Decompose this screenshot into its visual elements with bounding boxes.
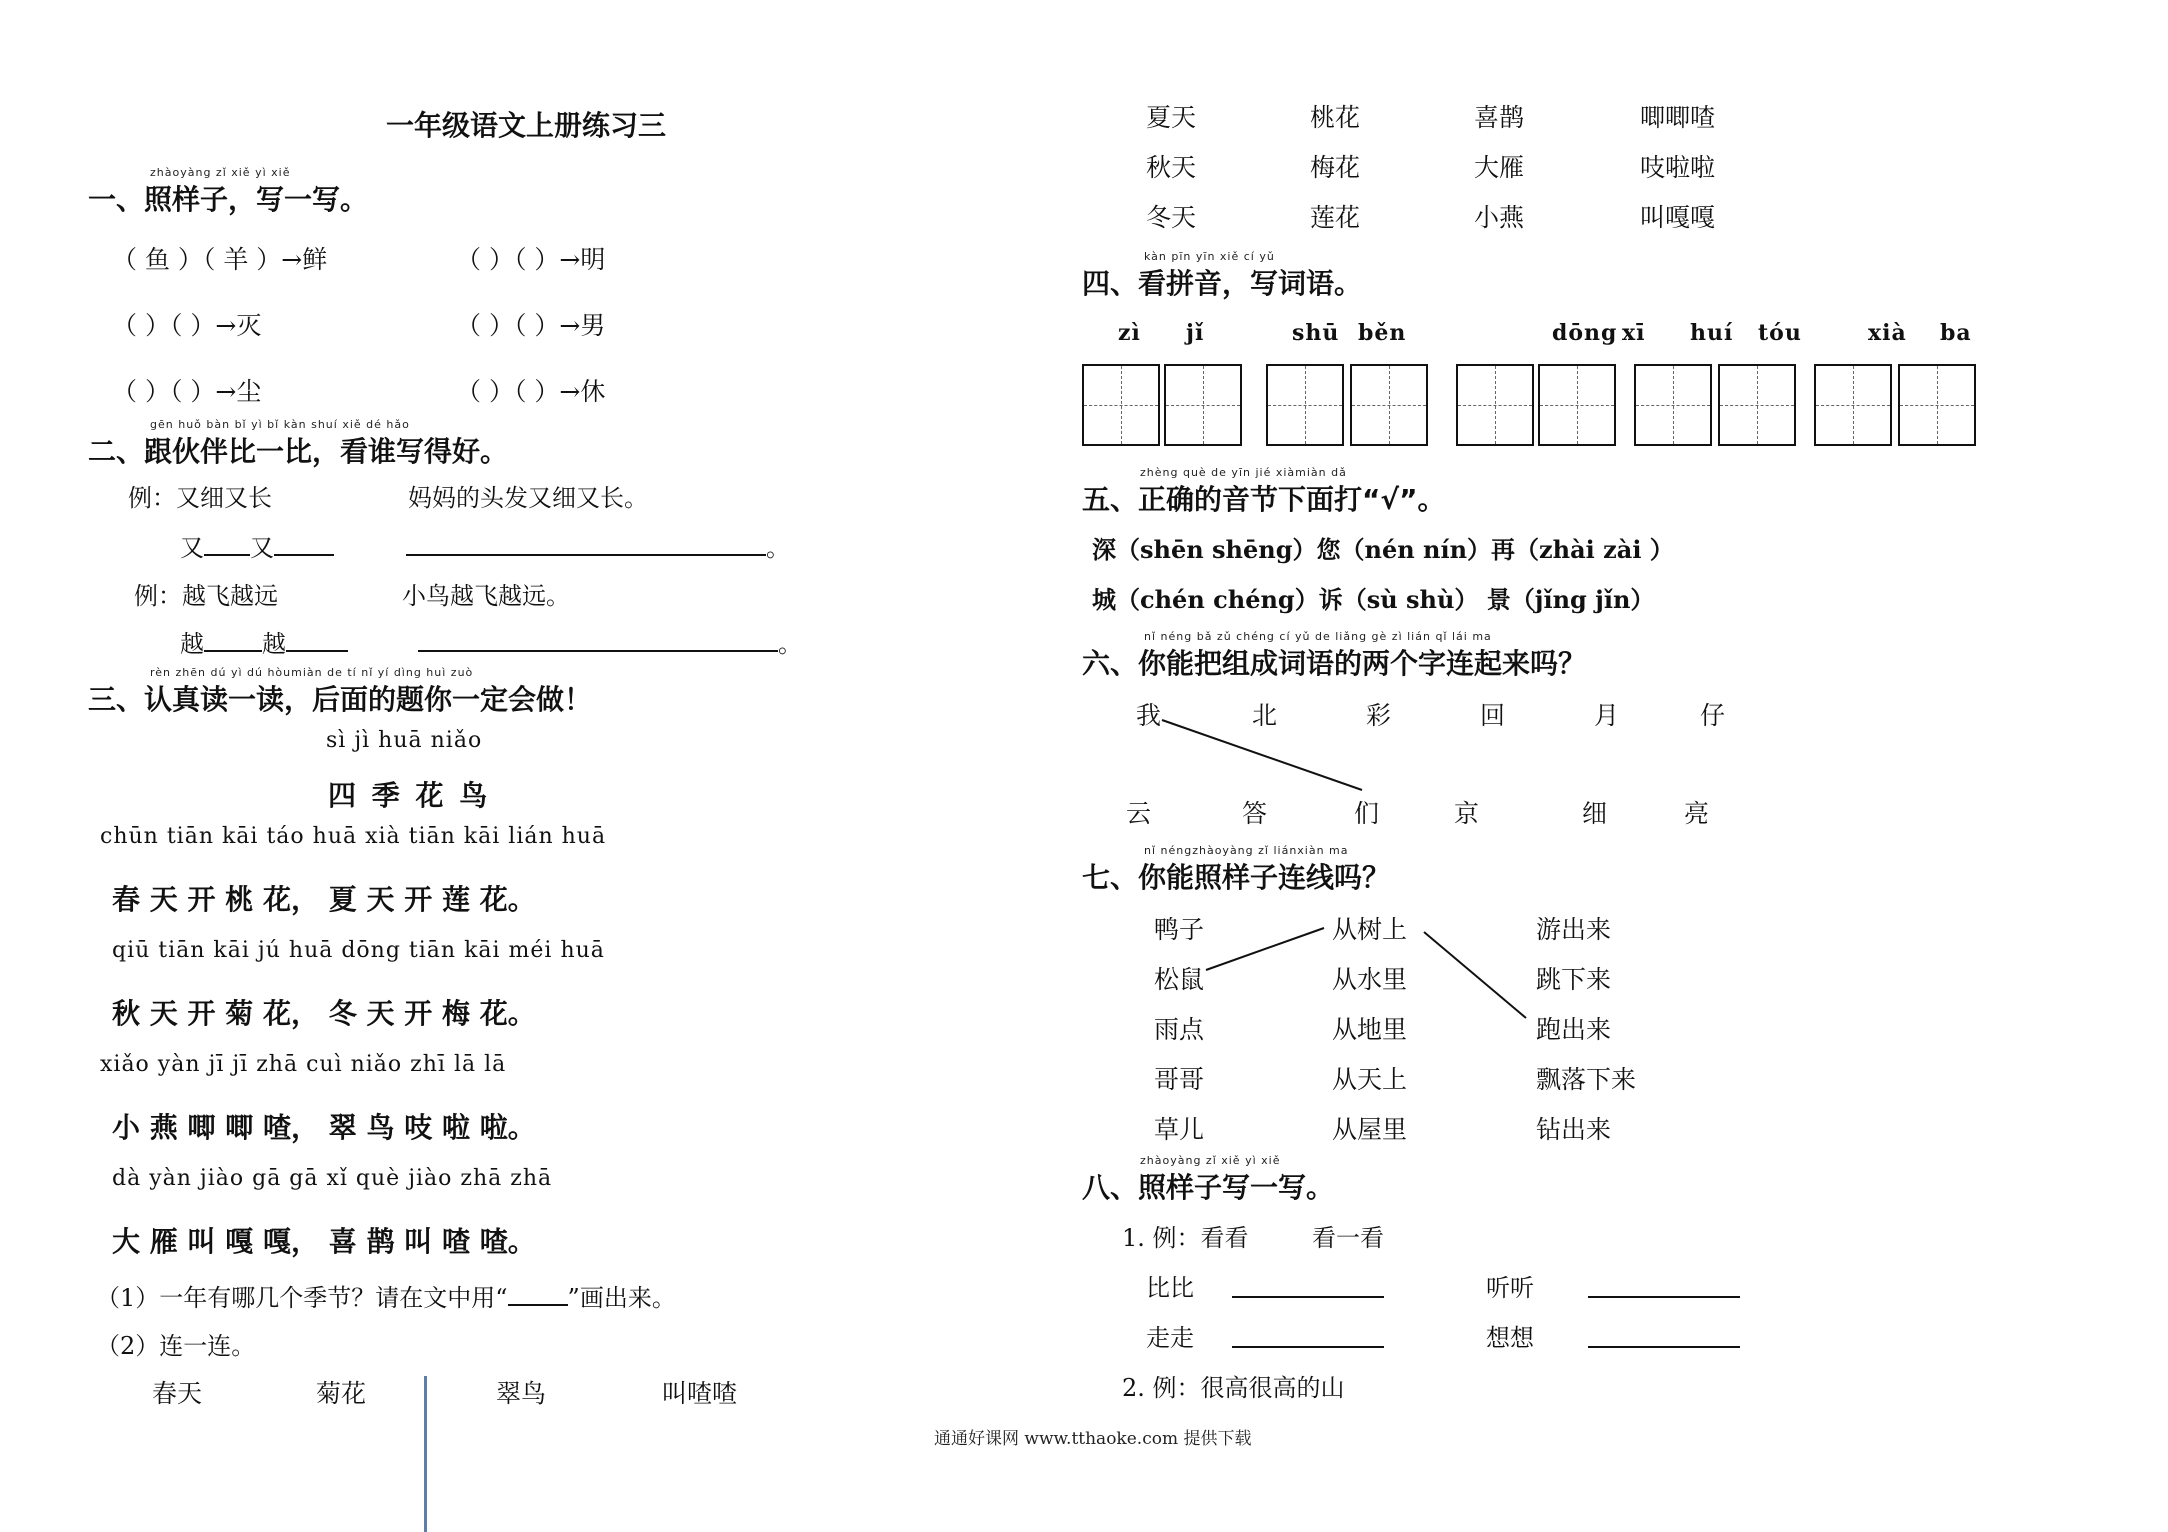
sec4-heading: 四、看拼音，写词语。 — [1082, 267, 1363, 300]
sec1-row3-left: （ ）（ ）→尘 — [112, 377, 262, 406]
sec7-example-line-2 — [1424, 932, 1526, 1018]
sec6-bottom-char-2[interactable]: 答 — [1242, 799, 1268, 828]
sec8-item-tingting: 听听 — [1486, 1274, 1534, 1302]
match-wild-goose[interactable]: 大雁 — [1474, 153, 1525, 182]
sec7-example-line-1 — [1206, 928, 1324, 970]
match-summer[interactable]: 夏天 — [1146, 103, 1197, 132]
poem-line3-pinyin: xiǎo yàn jī jī zhā cuì niǎo zhī lā lā — [100, 1052, 507, 1077]
sec3-question2: （2）连一连。 — [96, 1332, 256, 1360]
poem-title-pinyin: sì jì huā niǎo — [326, 728, 483, 753]
sec6-example-line — [1162, 720, 1362, 790]
sec1-row2-left: （ ）（ ）→灭 — [112, 311, 262, 340]
sec6-top-char-6[interactable]: 仔 — [1700, 701, 1726, 730]
sec7-subject-4[interactable]: 哥哥 — [1154, 1065, 1205, 1094]
sec7-subject-5[interactable]: 草儿 — [1154, 1115, 1205, 1144]
sec8-blank-zouzou[interactable] — [1232, 1346, 1384, 1348]
sec7-action-2[interactable]: 跳下来 — [1536, 965, 1612, 994]
sec7-subject-1[interactable]: 鸭子 — [1154, 915, 1205, 944]
sec8-example1-answer: 看一看 — [1312, 1224, 1384, 1252]
sec6-bottom-char-3[interactable]: 们 — [1354, 799, 1380, 828]
word5-pinyin-2: ba — [1940, 320, 1972, 346]
sec5-line2[interactable]: 城（chén chéng）诉（sù shù） 景（jǐng jǐn） — [1092, 585, 1655, 614]
sec7-action-1[interactable]: 游出来 — [1536, 915, 1612, 944]
word4-pinyin-2: tóu — [1758, 320, 1802, 346]
sec2-example2-sentence: 小鸟越飞越远。 — [402, 582, 570, 610]
sec5-heading: 五、正确的音节下面打“√”。 — [1082, 483, 1446, 516]
sec7-place-1[interactable]: 从树上 — [1332, 915, 1408, 944]
sec2-fill1-period: 。 — [766, 534, 790, 562]
match-chrysanthemum[interactable]: 菊花 — [316, 1379, 367, 1408]
sec7-place-4[interactable]: 从天上 — [1332, 1065, 1408, 1094]
sec6-bottom-char-6[interactable]: 亮 — [1684, 799, 1710, 828]
sec7-place-3[interactable]: 从地里 — [1332, 1015, 1408, 1044]
sec6-top-char-1[interactable]: 我 — [1136, 701, 1162, 730]
sec6-top-char-2[interactable]: 北 — [1252, 701, 1278, 730]
sec2-example1-word: 例：又细又长 — [128, 484, 272, 512]
word4-pinyin-1: huí — [1690, 320, 1734, 346]
sec7-subject-3[interactable]: 雨点 — [1154, 1015, 1205, 1044]
sec6-top-char-3[interactable]: 彩 — [1366, 701, 1392, 730]
sec8-item-xiangxiang: 想想 — [1486, 1324, 1534, 1352]
sec7-action-5[interactable]: 钻出来 — [1536, 1115, 1612, 1144]
match-kingfisher[interactable]: 翠鸟 — [496, 1379, 547, 1408]
footer-credit: 通通好课网 www.tthaoke.com 提供下载 — [934, 1429, 1252, 1449]
sec6-heading: 六、你能把组成词语的两个字连起来吗？ — [1082, 647, 1587, 680]
sec4-pinyin: kàn pīn yīn xiě cí yǔ — [1144, 250, 1275, 263]
word5-pinyin-1: xià — [1868, 320, 1907, 346]
sec8-heading: 八、照样子写一写。 — [1082, 1171, 1335, 1204]
match-plum-blossom[interactable]: 梅花 — [1310, 153, 1361, 182]
sec1-row3-right: （ ）（ ）→休 — [456, 377, 606, 406]
sec7-subject-2[interactable]: 松鼠 — [1154, 965, 1205, 994]
sec1-pinyin: zhàoyàng zǐ xiě yì xiě — [150, 166, 291, 179]
poem-line4-hanzi: 大 雁 叫 嘎 嘎， 喜 鹊 叫 喳 喳。 — [112, 1225, 536, 1258]
sec5-pinyin: zhèng què de yīn jié xiàmiàn dǎ — [1140, 466, 1347, 479]
sec8-blank-bibi[interactable] — [1232, 1296, 1384, 1298]
word3-pinyin-2: xī — [1622, 320, 1646, 346]
sec3-question1-end: ”画出来。 — [567, 1284, 676, 1312]
sec8-blank-xiangxiang[interactable] — [1588, 1346, 1740, 1348]
sec7-action-4[interactable]: 飘落下来 — [1536, 1065, 1637, 1094]
sec2-fill2-char-a: 越 — [180, 630, 204, 658]
poem-line2-pinyin: qiū tiān kāi jú huā dōng tiān kāi méi huā — [112, 938, 605, 963]
word2-pinyin-2: běn — [1358, 320, 1407, 346]
sec8-item-zouzou: 走走 — [1146, 1324, 1194, 1352]
sec6-bottom-char-4[interactable]: 京 — [1454, 799, 1480, 828]
match-winter[interactable]: 冬天 — [1146, 203, 1197, 232]
sec8-pinyin: zhàoyàng zǐ xiě yì xiě — [1140, 1154, 1281, 1167]
sec3-question1-text: （1）一年有哪几个季节？请在文中用“ — [96, 1284, 508, 1312]
match-magpie[interactable]: 喜鹊 — [1474, 103, 1525, 132]
sec1-row1-right: （ ）（ ）→明 — [456, 245, 606, 274]
match-zhilala[interactable]: 吱啦啦 — [1640, 153, 1716, 182]
sec2-fill1-char-a: 又 — [180, 534, 204, 562]
match-jiaozhazha[interactable]: 叫喳喳 — [662, 1379, 738, 1408]
sec3-pinyin: rèn zhēn dú yì dú hòumiàn de tí nǐ yí dìng huì zuò — [150, 666, 474, 679]
match-jijizha[interactable]: 唧唧喳 — [1640, 103, 1716, 132]
sec8-blank-tingting[interactable] — [1588, 1296, 1740, 1298]
sec2-pinyin: gēn huǒ bàn bǐ yì bǐ kàn shuí xiě dé hǎo — [150, 418, 410, 431]
sec2-example1-sentence: 妈妈的头发又细又长。 — [408, 484, 648, 512]
sec8-example2: 2. 例：很高很高的山 — [1122, 1374, 1345, 1402]
sec6-bottom-char-5[interactable]: 细 — [1582, 799, 1608, 828]
word1-pinyin-2: jǐ — [1186, 320, 1205, 346]
poem-title: 四 季 花 鸟 — [328, 779, 491, 812]
sec2-heading: 二、跟伙伴比一比，看谁写得好。 — [88, 435, 509, 468]
sec7-action-3[interactable]: 跑出来 — [1536, 1015, 1612, 1044]
sec3-heading: 三、认真读一读，后面的题你一定会做！ — [88, 683, 593, 716]
sec2-example2-word: 例：越飞越远 — [134, 582, 278, 610]
match-swallow[interactable]: 小燕 — [1474, 203, 1525, 232]
sec2-fill2-period: 。 — [778, 630, 802, 658]
poem-line4-pinyin: dà yàn jiào gā gā xǐ què jiào zhā zhā — [112, 1166, 553, 1191]
sec2-fill1-char-b: 又 — [250, 534, 274, 562]
sec6-top-char-5[interactable]: 月 — [1594, 701, 1620, 730]
match-spring[interactable]: 春天 — [152, 1379, 203, 1408]
sec6-pinyin: nǐ néng bǎ zǔ chéng cí yǔ de liǎng gè zì lián qǐ lái ma — [1144, 630, 1492, 643]
match-jiaogaga[interactable]: 叫嘎嘎 — [1640, 203, 1716, 232]
sec1-row2-right: （ ）（ ）→男 — [456, 311, 606, 340]
sec1-heading: 一、照样子，写一写。 — [88, 183, 369, 216]
word2-pinyin-1: shū — [1292, 320, 1340, 346]
sec8-item-bibi: 比比 — [1146, 1274, 1194, 1302]
page-title: 一年级语文上册练习三 — [386, 109, 667, 142]
match-lotus[interactable]: 莲花 — [1310, 203, 1361, 232]
poem-line2-hanzi: 秋 天 开 菊 花， 冬 天 开 梅 花。 — [112, 997, 536, 1030]
word1-pinyin-1: zì — [1118, 320, 1141, 346]
poem-line1-pinyin: chūn tiān kāi táo huā xià tiān kāi lián huā — [100, 824, 607, 849]
sec7-pinyin: nǐ néngzhàoyàng zǐ liánxiàn ma — [1144, 844, 1349, 857]
sec8-example1: 1. 例：看看 — [1122, 1224, 1249, 1252]
word3-pinyin-1: dōng — [1552, 320, 1618, 346]
sec7-place-5[interactable]: 从屋里 — [1332, 1115, 1408, 1144]
poem-line1-hanzi: 春 天 开 桃 花， 夏 天 开 莲 花。 — [112, 883, 536, 916]
sec6-top-char-4[interactable]: 回 — [1480, 701, 1506, 730]
sec1-row1-left: （ 鱼 ）（ 羊 ）→鲜 — [112, 245, 328, 274]
sec2-fill2-char-b: 越 — [262, 630, 286, 658]
poem-line3-hanzi: 小 燕 唧 唧 喳， 翠 鸟 吱 啦 啦。 — [112, 1111, 536, 1144]
match-autumn[interactable]: 秋天 — [1146, 153, 1197, 182]
sec6-bottom-char-1[interactable]: 云 — [1126, 799, 1152, 828]
sec7-heading: 七、你能照样子连线吗？ — [1082, 861, 1391, 894]
sec7-place-2[interactable]: 从水里 — [1332, 965, 1408, 994]
match-peach-blossom[interactable]: 桃花 — [1310, 103, 1361, 132]
sec5-line1[interactable]: 深（shēn shēng）您（nén nín）再（zhài zài ） — [1092, 535, 1674, 564]
